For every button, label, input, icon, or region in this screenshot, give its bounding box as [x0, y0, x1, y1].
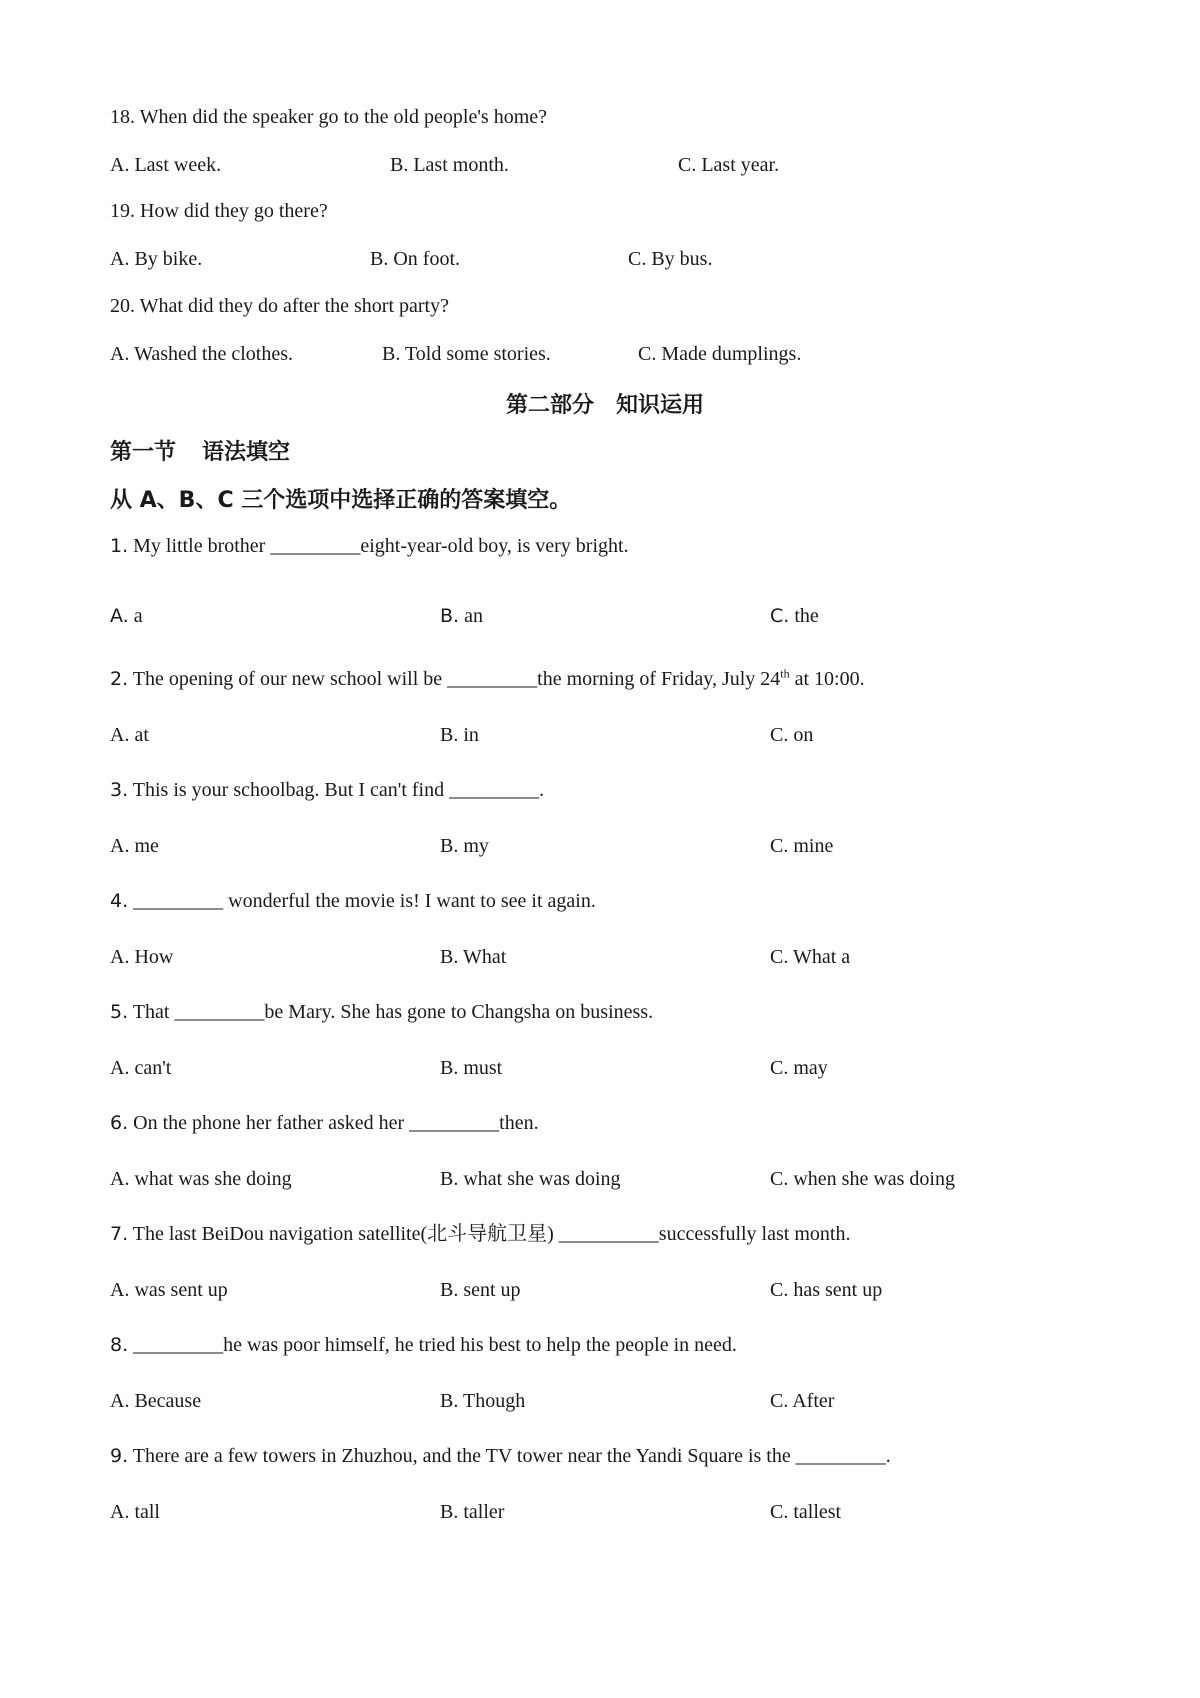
section-title-b: 语法填空	[202, 440, 291, 465]
grammar-option-4a: A. How	[110, 946, 174, 968]
option-20c: C. Made dumplings.	[638, 343, 802, 365]
question-number: 4.	[110, 890, 129, 912]
grammar-option-2b: B. in	[440, 724, 479, 746]
question-text: The opening of our new school will be _________the morning of Friday, July 24	[128, 668, 781, 690]
question-number: 3.	[110, 779, 129, 801]
option-18a: A. Last week.	[110, 154, 222, 176]
grammar-option-7a: A. was sent up	[110, 1279, 228, 1301]
grammar-option-8a: A. Because	[110, 1390, 202, 1412]
option-letter: A.	[110, 605, 129, 627]
part-title: 第二部分 知识运用	[505, 393, 704, 418]
question-text: This is your schoolbag. But I can't find _________.	[128, 779, 545, 801]
grammar-question-8	[110, 1333, 737, 1357]
question-text: That _________be Mary. She has gone to Changsha on business.	[128, 1001, 654, 1023]
option-text: a	[128, 605, 143, 627]
grammar-option-2c: C. on	[770, 724, 814, 746]
grammar-option-3a: A. me	[110, 835, 159, 857]
grammar-question-4	[110, 889, 596, 913]
superscript: th	[780, 666, 790, 681]
grammar-option-3c: C. mine	[770, 835, 834, 857]
instruction: 从 A、B、C 三个选项中选择正确的答案填空。	[110, 488, 572, 513]
grammar-question-7	[110, 1222, 850, 1246]
grammar-question-1	[110, 534, 629, 558]
question-text: On the phone her father asked her _________then.	[128, 1112, 539, 1134]
grammar-option-9b: B. taller	[440, 1501, 505, 1523]
grammar-option-6a: A. what was she doing	[110, 1168, 292, 1190]
question-text: _________he was poor himself, he tried his best to help the people in need.	[128, 1334, 737, 1356]
grammar-question-2	[110, 667, 865, 691]
grammar-option-3b: B. my	[440, 835, 489, 857]
grammar-option-8b: B. Though	[440, 1390, 526, 1412]
grammar-option-7c: C. has sent up	[770, 1279, 883, 1301]
question-number: 8.	[110, 1334, 129, 1356]
question-text-end: at 10:00.	[789, 668, 865, 690]
grammar-option-7b: B. sent up	[440, 1279, 521, 1301]
grammar-option-1c	[770, 604, 819, 628]
grammar-option-5c: C. may	[770, 1057, 828, 1079]
grammar-option-8c: C. After	[770, 1390, 835, 1412]
grammar-option-1b	[440, 604, 483, 628]
question-18: 18. When did the speaker go to the old people's home?	[110, 106, 548, 128]
option-18b: B. Last month.	[390, 154, 509, 176]
grammar-option-4b: B. What	[440, 946, 507, 968]
question-number: 7.	[110, 1223, 129, 1245]
grammar-question-3	[110, 778, 544, 802]
question-text: There are a few towers in Zhuzhou, and the TV tower near the Yandi Square is the _________.	[128, 1445, 891, 1467]
grammar-question-6	[110, 1111, 539, 1135]
grammar-option-6b: B. what she was doing	[440, 1168, 621, 1190]
section-title	[110, 435, 290, 466]
option-letter: B.	[440, 605, 460, 627]
question-number: 5.	[110, 1001, 129, 1023]
section-title-a: 第一节	[110, 440, 177, 465]
question-text: The last BeiDou navigation satellite(北斗导航卫星) __________successfully last month.	[128, 1223, 851, 1245]
grammar-option-5a: A. can't	[110, 1057, 172, 1079]
option-19b: B. On foot.	[370, 248, 460, 270]
grammar-option-2a: A. at	[110, 724, 149, 746]
grammar-option-5b: B. must	[440, 1057, 503, 1079]
question-20: 20. What did they do after the short party?	[110, 295, 449, 317]
option-18c: C. Last year.	[678, 154, 780, 176]
grammar-option-9a: A. tall	[110, 1501, 160, 1523]
option-text: an	[459, 605, 483, 627]
question-19: 19. How did they go there?	[110, 200, 328, 222]
grammar-question-9	[110, 1444, 891, 1468]
grammar-option-9c: C. tallest	[770, 1501, 842, 1523]
grammar-option-6c: C. when she was doing	[770, 1168, 955, 1190]
option-19a: A. By bike.	[110, 248, 203, 270]
grammar-option-4c: C. What a	[770, 946, 851, 968]
question-text: My little brother _________eight-year-old boy, is very bright.	[128, 535, 629, 557]
question-number: 2.	[110, 668, 129, 690]
option-text: the	[789, 605, 819, 627]
grammar-option-1a	[110, 604, 143, 628]
option-20b: B. Told some stories.	[382, 343, 551, 365]
option-20a: A. Washed the clothes.	[110, 343, 293, 365]
question-number: 9.	[110, 1445, 129, 1467]
question-text: _________ wonderful the movie is! I want to see it again.	[128, 890, 596, 912]
grammar-question-5	[110, 1000, 653, 1024]
option-letter: C.	[770, 605, 790, 627]
question-number: 1.	[110, 535, 129, 557]
option-19c: C. By bus.	[628, 248, 713, 270]
question-number: 6.	[110, 1112, 129, 1134]
